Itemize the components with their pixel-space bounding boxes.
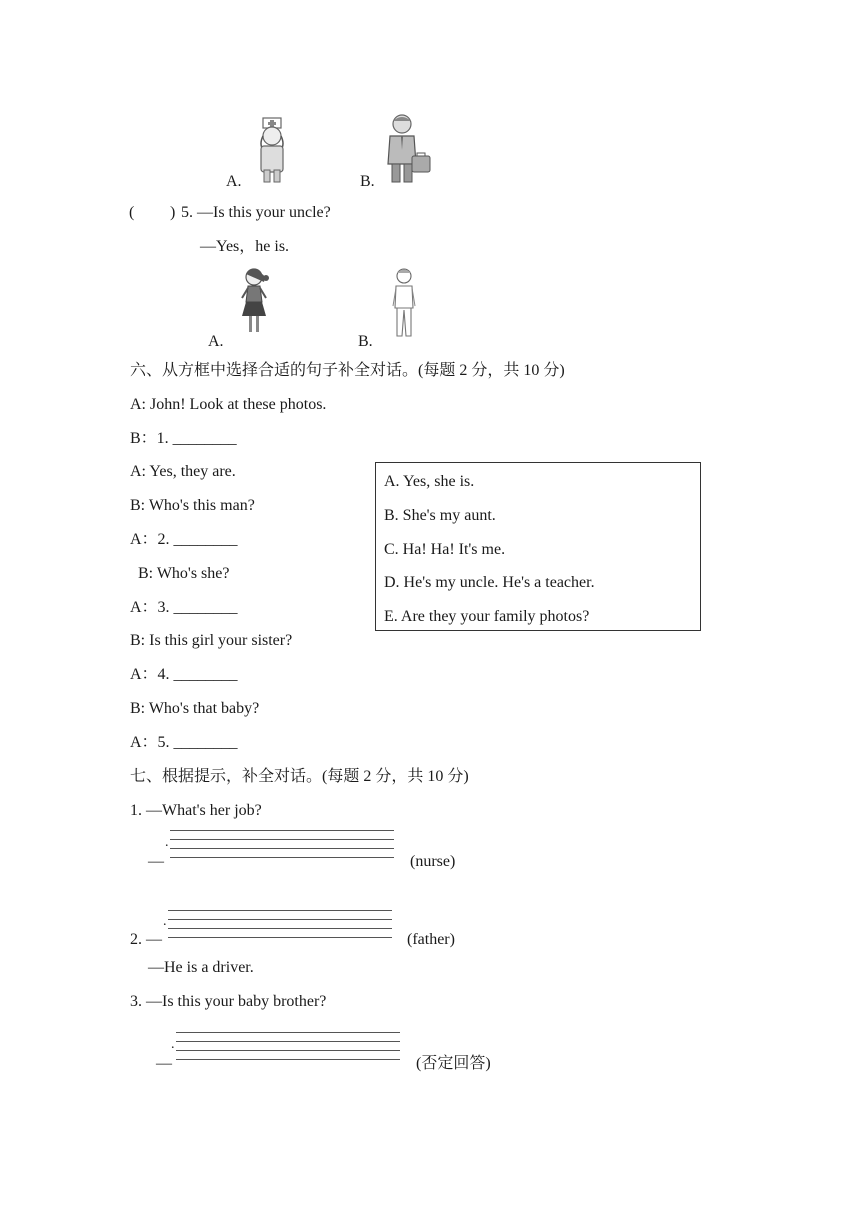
- dialogue-line-3: A: Yes, they are.: [130, 463, 236, 480]
- section7-heading: 七、根据提示，补全对话。(每题 2 分，共 10 分): [130, 768, 469, 785]
- businessman-picture: [384, 110, 434, 186]
- s7-q3-answer-lines[interactable]: [176, 1032, 400, 1062]
- dialogue-line-11: A：5. ________: [130, 734, 238, 751]
- q4-option-a-label: A.: [226, 173, 242, 190]
- dialogue-line-4: B: Who's this man?: [130, 497, 255, 514]
- s7-q3-dot: .: [171, 1037, 175, 1052]
- option-b: B. She's my aunt.: [384, 507, 496, 524]
- q5-paren-open: (: [129, 204, 135, 221]
- man-picture: [388, 266, 420, 340]
- s7-q2-answer: —He is a driver.: [148, 959, 254, 976]
- s7-q1-question: 1. —What's her job?: [130, 802, 262, 819]
- dialogue-line-6: B: Who's she?: [130, 565, 230, 582]
- option-d: D. He's my uncle. He's a teacher.: [384, 574, 595, 591]
- s7-q1-hint: (nurse): [410, 853, 456, 870]
- s7-q1-dot: .: [165, 835, 169, 850]
- dialogue-line-9: A：4. ________: [130, 666, 238, 683]
- q5-paren-close: ): [170, 204, 176, 221]
- q4-option-b-label: B.: [360, 173, 375, 190]
- s7-q2-hint: (father): [407, 931, 455, 948]
- q5-answer: —Yes，he is.: [200, 238, 290, 255]
- nurse-picture: [250, 114, 294, 186]
- s7-q2-answer-lines[interactable]: [168, 910, 392, 940]
- dialogue-line-2: B：1. ________: [130, 430, 237, 447]
- girl-picture: [236, 266, 276, 338]
- options-box: [375, 462, 701, 631]
- option-e: E. Are they your family photos?: [384, 608, 590, 625]
- s7-q2-prefix: 2. —: [130, 931, 162, 948]
- dialogue-line-1: A: John! Look at these photos.: [130, 396, 327, 413]
- s7-q1-dash: —: [148, 853, 164, 870]
- section6-heading: 六、从方框中选择合适的句子补全对话。(每题 2 分，共 10 分): [130, 362, 565, 379]
- dialogue-line-5: A：2. ________: [130, 531, 238, 548]
- s7-q1-answer-lines[interactable]: [170, 830, 394, 860]
- q5-option-a-label: A.: [208, 333, 224, 350]
- q5-option-b-label: B.: [358, 333, 373, 350]
- option-c: C. Ha! Ha! It's me.: [384, 541, 506, 558]
- s7-q3-question: 3. —Is this your baby brother?: [130, 993, 327, 1010]
- s7-q3-dash: —: [156, 1055, 172, 1072]
- dialogue-line-7: A：3. ________: [130, 599, 238, 616]
- s7-q3-hint: (否定回答): [416, 1055, 491, 1072]
- dialogue-line-8: B: Is this girl your sister?: [130, 632, 293, 649]
- q5-question: 5. —Is this your uncle?: [181, 204, 331, 221]
- option-a: A. Yes, she is.: [384, 473, 475, 490]
- s7-q2-dot: .: [163, 914, 167, 929]
- dialogue-line-10: B: Who's that baby?: [130, 700, 260, 717]
